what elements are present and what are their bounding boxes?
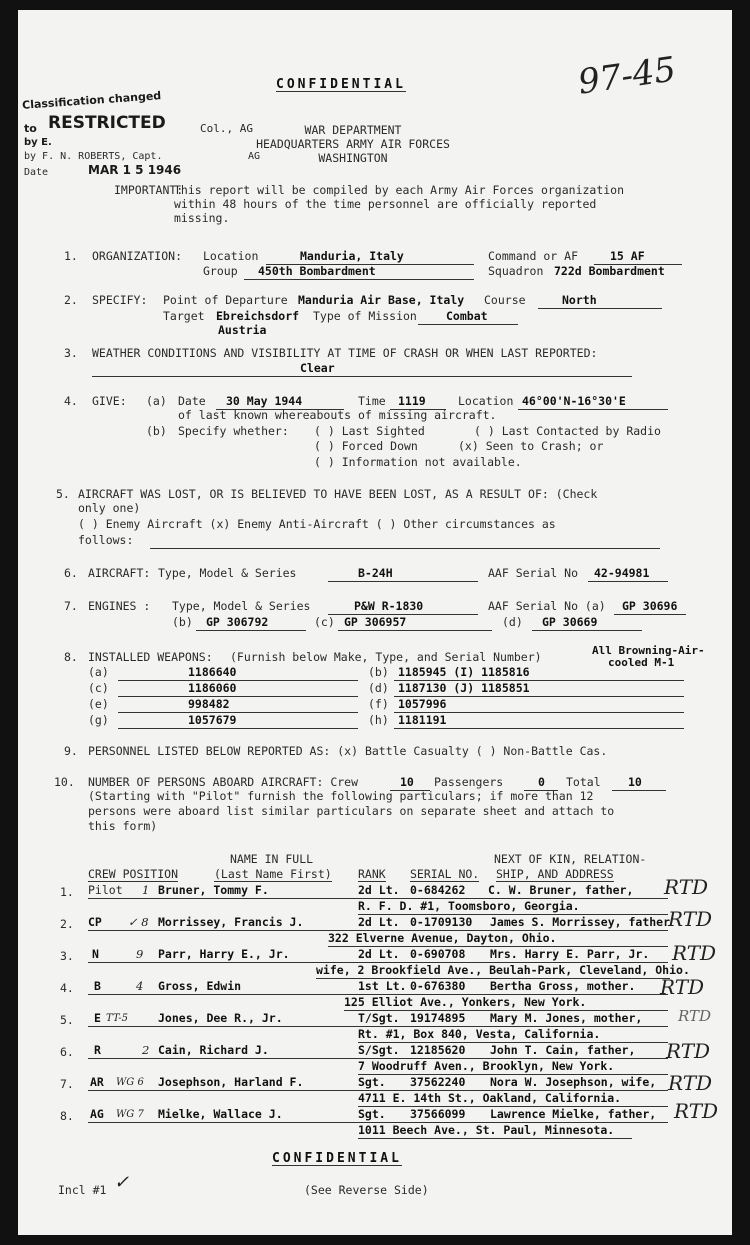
item-number: 3. <box>64 346 78 360</box>
weapon-g-label: (g) <box>88 713 109 727</box>
target-label: Target <box>163 309 205 323</box>
crew-name: Cain, Richard J. <box>158 1043 269 1057</box>
crew-rtd-mark: RTD <box>664 875 709 899</box>
item-number: 10. <box>54 775 75 789</box>
stamp-to-label: to <box>24 122 37 135</box>
crew-mark: 9 <box>136 947 144 961</box>
specify-label: SPECIFY: <box>92 293 148 307</box>
crew-row-number: 2. <box>60 917 74 931</box>
crew-mark: TT-5 <box>106 1013 128 1024</box>
confidential-heading: CONFIDENTIAL <box>276 77 406 92</box>
crew-address: wife, 2 Brookfield Ave., Beulah-Park, Cleveland, Ohio. <box>316 963 690 977</box>
time-value: 1119 <box>398 394 426 408</box>
crew-header-position: CREW POSITION <box>88 867 179 881</box>
crew-mark: 4 <box>136 979 144 993</box>
crew-row-number: 7. <box>60 1077 74 1091</box>
aircraft-label: AIRCRAFT: <box>88 566 151 580</box>
crew-kin: John T. Cain, father, <box>490 1043 636 1057</box>
crew-kin: Nora W. Josephson, wife, <box>490 1075 657 1089</box>
important-text-3: missing. <box>174 211 230 225</box>
dept-washington: WASHINGTON <box>318 151 388 165</box>
engine-type-value: P&W R-1830 <box>354 599 424 613</box>
important-text-1: This report will be compiled by each Army Air Forces organization <box>174 183 625 197</box>
crew-rtd-mark: RTD <box>674 1099 719 1123</box>
handwritten-file-number: 97-45 <box>575 49 679 103</box>
lost-cause-text-2: only one) <box>78 501 141 515</box>
date-label: Date <box>178 394 206 408</box>
crew-position: Pilot <box>88 883 123 897</box>
persons-note-3: this form) <box>88 819 158 833</box>
aircraft-type-value: B-24H <box>358 566 393 580</box>
engine-serial-label: AAF Serial No (a) <box>488 599 606 613</box>
crew-position: CP <box>88 915 102 929</box>
crew-name: Morrissey, Francis J. <box>158 915 304 929</box>
weapon-d-label: (d) <box>368 681 389 695</box>
engine-c-label: (c) <box>314 615 335 629</box>
course-value: North <box>562 293 597 307</box>
weapon-h-label: (h) <box>368 713 389 727</box>
crew-serial: 0-690708 <box>410 947 466 961</box>
document-page <box>18 10 732 1235</box>
weapon-c-value: 1186060 <box>188 681 237 695</box>
crew-kin: James S. Morrissey, father <box>490 915 671 929</box>
target-value: Ebreichsdorf <box>216 309 300 323</box>
crew-row-number: 5. <box>60 1013 74 1027</box>
crew-mark: 1 <box>142 883 150 897</box>
crew-serial: 37562240 <box>410 1075 466 1089</box>
crew-kin: Mrs. Harry E. Parr, Jr. <box>490 947 650 961</box>
passengers-count: 0 <box>538 775 545 789</box>
weapon-c-label: (c) <box>88 681 109 695</box>
crew-rank: Sgt. <box>358 1075 386 1089</box>
give-b: (b) <box>146 424 167 438</box>
crew-mark: WG 6 <box>116 1077 144 1088</box>
engines-label: ENGINES : <box>88 599 151 613</box>
crew-position: AR <box>90 1075 104 1089</box>
crew-rtd-mark: RTD <box>678 1007 712 1025</box>
crew-header-lastfirst: (Last Name First) <box>214 867 332 881</box>
crew-serial: 0-1709130 <box>410 915 473 929</box>
personnel-status: PERSONNEL LISTED BELOW REPORTED AS: (x) Battle Casualty ( ) Non-Battle Cas. <box>88 744 608 758</box>
stamp-by-roberts: by F. N. ROBERTS, Capt. <box>24 151 163 162</box>
crew-position: R <box>94 1043 101 1057</box>
opt-seen-crash: (x) Seen to Crash; or <box>458 439 604 453</box>
opt-last-sighted: ( ) Last Sighted <box>314 424 425 438</box>
crew-address: 322 Elverne Avenue, Dayton, Ohio. <box>328 931 557 945</box>
weather-label: WEATHER CONDITIONS AND VISIBILITY AT TIME OF CRASH OR WHEN LAST REPORTED: <box>92 346 598 360</box>
crew-rtd-mark: RTD <box>668 1071 713 1095</box>
crew-row-number: 3. <box>60 949 74 963</box>
give-a: (a) <box>146 394 167 408</box>
crew-mark: 2 <box>142 1043 150 1057</box>
lost-cause-text-4: follows: <box>78 533 134 547</box>
weapon-b-value: 1185945 (I) 1185816 <box>398 665 530 679</box>
crew-name: Bruner, Tommy F. <box>158 883 269 897</box>
crew-name: Gross, Edwin <box>158 979 242 993</box>
engine-b-value: GP 306792 <box>206 615 269 629</box>
weapon-a-label: (a) <box>88 665 109 679</box>
weapon-a-value: 1186640 <box>188 665 237 679</box>
stamp-date-value: MAR 1 5 1946 <box>88 163 182 177</box>
lost-cause-text-3: ( ) Enemy Aircraft (x) Enemy Anti-Aircraft ( ) Other circumstances as <box>78 517 556 531</box>
crew-kin: Mary M. Jones, mother, <box>490 1011 643 1025</box>
crew-header-kin: NEXT OF KIN, RELATION- <box>494 852 647 866</box>
group-value: 450th Bombardment <box>258 264 376 278</box>
item-number: 1. <box>64 249 78 263</box>
specify-whether: Specify whether: <box>178 424 289 438</box>
crew-address: 7 Woodruff Aven., Brooklyn, New York. <box>358 1059 615 1073</box>
dept-hq: HEADQUARTERS ARMY AIR FORCES <box>256 137 450 151</box>
course-label: Course <box>484 293 526 307</box>
crew-kin: Bertha Gross, mother. <box>490 979 636 993</box>
group-label: Group <box>203 264 238 278</box>
crew-row-number: 8. <box>60 1109 74 1123</box>
weapon-d-value: 1187130 (J) 1185851 <box>398 681 530 695</box>
crew-position: AG <box>90 1107 104 1121</box>
crew-header-rank: RANK <box>358 867 386 881</box>
engine-d-value: GP 30669 <box>542 615 598 629</box>
opt-info-na: ( ) Information not available. <box>314 455 522 469</box>
command-label: Command or AF <box>488 249 579 263</box>
crew-address: 4711 E. 14th St., Oakland, California. <box>358 1091 622 1105</box>
weather-value: Clear <box>300 361 335 375</box>
total-count: 10 <box>628 775 642 789</box>
departure-value: Manduria Air Base, Italy <box>298 293 465 307</box>
crew-address: Rt. #1, Box 840, Vesta, California. <box>358 1027 601 1041</box>
location-label: Location <box>203 249 259 263</box>
crew-rtd-mark: RTD <box>660 975 705 999</box>
crew-kin: Lawrence Mielke, father, <box>490 1107 657 1121</box>
persons-note-2: persons were aboard list similar particulars on separate sheet and attach to <box>88 804 615 818</box>
crew-rtd-mark: RTD <box>666 1039 711 1063</box>
important-label: IMPORTANT: <box>114 183 184 197</box>
item-number: 5. <box>56 487 70 501</box>
crew-header-name: NAME IN FULL <box>230 852 314 866</box>
stamp-line-1: Classification changed <box>21 89 162 112</box>
weapon-f-label: (f) <box>368 697 389 711</box>
engine-c-value: GP 306957 <box>344 615 407 629</box>
see-reverse-side: (See Reverse Side) <box>304 1183 429 1197</box>
crew-rank: 2d Lt. <box>358 947 400 961</box>
engine-a-value: GP 30696 <box>622 599 678 613</box>
crew-rank: 2d Lt. <box>358 883 400 897</box>
weapon-g-value: 1057679 <box>188 713 237 727</box>
confidential-footer: CONFIDENTIAL <box>272 1151 402 1166</box>
persons-note-1: (Starting with "Pilot" furnish the following particulars; if more than 12 <box>88 789 594 803</box>
crew-rank: 1st Lt. <box>358 979 407 993</box>
crew-mark: WG 7 <box>116 1109 144 1120</box>
persons-aboard-label: NUMBER OF PERSONS ABOARD AIRCRAFT: Crew <box>88 775 359 789</box>
crew-rank: T/Sgt. <box>358 1011 400 1025</box>
stamp-col-ag: Col., AG <box>200 122 253 135</box>
item-number: 8. <box>64 650 78 664</box>
opt-forced-down: ( ) Forced Down <box>314 439 418 453</box>
weapons-side-2: cooled M-1 <box>608 656 675 669</box>
crew-header-serial: SERIAL NO. <box>410 867 480 881</box>
target-country: Austria <box>218 323 267 337</box>
crew-header-address: SHIP, AND ADDRESS <box>496 867 614 881</box>
date-value: 30 May 1944 <box>226 394 303 408</box>
organization-label: ORGANIZATION: <box>92 249 183 263</box>
crew-position: B <box>94 979 101 993</box>
engine-type-label: Type, Model & Series <box>172 599 311 613</box>
weapon-e-value: 998482 <box>188 697 230 711</box>
item-number: 2. <box>64 293 78 307</box>
crew-rank: Sgt. <box>358 1107 386 1121</box>
crew-name: Mielke, Wallace J. <box>158 1107 283 1121</box>
crew-row-number: 6. <box>60 1045 74 1059</box>
crew-name: Josephson, Harland F. <box>158 1075 304 1089</box>
crew-position: E <box>94 1011 101 1025</box>
crew-address: 1011 Beech Ave., St. Paul, Minnesota. <box>358 1123 615 1137</box>
item-number: 7. <box>64 599 78 613</box>
weapon-f-value: 1057996 <box>398 697 447 711</box>
crew-rank: S/Sgt. <box>358 1043 400 1057</box>
weapons-note: (Furnish below Make, Type, and Serial Number) <box>230 650 542 664</box>
passengers-label: Passengers <box>434 775 504 789</box>
crew-serial: 12185620 <box>410 1043 466 1057</box>
stamp-restricted: RESTRICTED <box>48 113 166 133</box>
location-label: Location <box>458 394 514 408</box>
aircraft-serial-value: 42-94981 <box>594 566 650 580</box>
location-value: Manduria, Italy <box>300 249 404 263</box>
weapon-b-label: (b) <box>368 665 389 679</box>
give-label: GIVE: <box>92 394 127 408</box>
crew-rank: 2d Lt. <box>358 915 400 929</box>
lost-cause-text-1: AIRCRAFT WAS LOST, OR IS BELIEVED TO HAVE BEEN LOST, AS A RESULT OF: (Check <box>78 487 598 501</box>
inclosure-label: Incl #1 <box>58 1183 107 1197</box>
crew-serial: 19174895 <box>410 1011 466 1025</box>
mission-type-value: Combat <box>446 309 488 323</box>
dept-war: WAR DEPARTMENT <box>304 123 402 137</box>
item-number: 9. <box>64 744 78 758</box>
time-label: Time <box>358 394 386 408</box>
crew-address: 125 Elliot Ave., Yonkers, New York. <box>344 995 587 1009</box>
crew-serial: 0-684262 <box>410 883 466 897</box>
crew-address: R. F. D. #1, Toomsboro, Georgia. <box>358 899 580 913</box>
aircraft-serial-label: AAF Serial No <box>488 566 579 580</box>
crew-count: 10 <box>400 775 414 789</box>
crew-row-number: 4. <box>60 981 74 995</box>
crew-mark: ✓ 8 <box>128 915 149 929</box>
whereabouts-text: of last known whereabouts of missing aircraft. <box>178 408 497 422</box>
stamp-ag: AG <box>248 151 261 162</box>
stamp-date-label: Date <box>24 167 49 178</box>
total-label: Total <box>566 775 601 789</box>
weapon-e-label: (e) <box>88 697 109 711</box>
crew-row-number: 1. <box>60 885 74 899</box>
squadron-label: Squadron <box>488 264 544 278</box>
crew-rtd-mark: RTD <box>672 941 717 965</box>
aircraft-type-label: Type, Model & Series <box>158 566 297 580</box>
important-text-2: within 48 hours of the time personnel are officially reported <box>174 197 597 211</box>
opt-last-radio: ( ) Last Contacted by Radio <box>474 424 661 438</box>
item-number: 6. <box>64 566 78 580</box>
crew-kin: C. W. Bruner, father, <box>488 883 634 897</box>
item-number: 4. <box>64 394 78 408</box>
stamp-by-line: by E. <box>24 137 52 148</box>
crew-serial: 0-676380 <box>410 979 466 993</box>
crew-serial: 37566099 <box>410 1107 466 1121</box>
inclosure-checkmark: ✓ <box>114 1172 130 1193</box>
weapon-h-value: 1181191 <box>398 713 447 727</box>
weapons-label: INSTALLED WEAPONS: <box>88 650 213 664</box>
location-value: 46°00'N-16°30'E <box>522 394 626 408</box>
crew-name: Jones, Dee R., Jr. <box>158 1011 283 1025</box>
mission-type-label: Type of Mission <box>313 309 417 323</box>
crew-rtd-mark: RTD <box>668 907 713 931</box>
crew-position: N <box>92 947 99 961</box>
departure-label: Point of Departure <box>163 293 288 307</box>
weapons-side-1: All Browning-Air- <box>592 644 705 657</box>
squadron-value: 722d Bombardment <box>554 264 665 278</box>
crew-name: Parr, Harry E., Jr. <box>158 947 290 961</box>
command-value: 15 AF <box>610 249 645 263</box>
engine-b-label: (b) <box>172 615 193 629</box>
engine-d-label: (d) <box>502 615 523 629</box>
